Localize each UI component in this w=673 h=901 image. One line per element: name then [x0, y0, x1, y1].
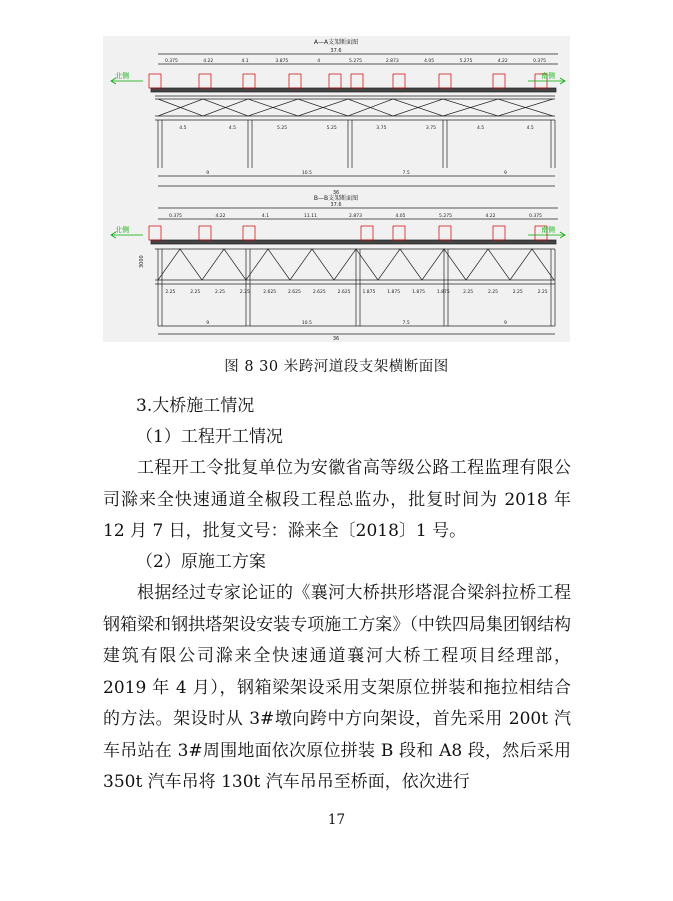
- section-a-base-dimension-label: 7.5: [402, 171, 410, 176]
- section-b-base-dimension-label: 7.5: [402, 321, 410, 326]
- subheading-start: （1）工程开工情况: [136, 427, 283, 447]
- section-b-top-dimension-label: 11.11: [304, 214, 317, 219]
- section-a-lower-dimension-label: 3.75: [425, 126, 436, 131]
- south-label-a: 南侧: [541, 72, 555, 80]
- paragraph-construction-plan: 根据经过专家论证的《襄河大桥拱形塔混合梁斜拉桥工程钢箱梁和钢拱塔架设安装专项施工方案》（中铁四局集团钢结构建筑有限公司滁来全快速通道襄河大桥工程项目经理部，2019 年 4 月），钢箱梁架设采用支架原位拼装和拖拉相结合的方法。架设时从 3#墩向跨中方向架设，首先采用 200t 汽车吊站在 3#周围地面依次原位拼装 B 段和 A8 段，然后采用 350t 汽车吊将 130t 汽车吊吊至桥面，依次进行: [103, 583, 571, 792]
- section-b-top-dimension-label: 0.375: [529, 214, 542, 219]
- section-a-top-dimension-label: 4.22: [203, 59, 214, 64]
- section-b-lower-dimension-label: 1.875: [362, 290, 376, 295]
- paragraph-start-approval: 工程开工令批复单位为安徽省高等级公路工程监理有限公司滁来全快速通道全椒段工程总监办，批复时间为 2018 年 12 月 7 日，批复文号：滁来全〔2018〕1 号。: [103, 458, 571, 541]
- section-a-top-dimension-label: 5.275: [459, 59, 473, 64]
- figure-drawing: [103, 36, 570, 342]
- section-a-top-dimension-label: 4.22: [497, 59, 508, 64]
- section-b-base-dimension-label: 9: [206, 321, 210, 326]
- section-a-lower-dimension-label: 4.5: [526, 126, 534, 131]
- section-b-lower-dimension-label: 2.25: [165, 290, 176, 295]
- section-a-base-dimension-label: 9: [503, 171, 507, 176]
- section-a-lower-dimension-label: 4.5: [228, 126, 237, 131]
- section-b-lower-dimension-label: 2.25: [215, 290, 226, 295]
- section-b-lower-dimension-label: 2.25: [487, 290, 498, 295]
- north-label-a: 北侧: [115, 72, 129, 80]
- section-b-lower-dimension-label: 1.875: [436, 290, 450, 295]
- section-b-base-dimension-label: 9: [503, 321, 507, 326]
- cross-section-drawing: [103, 36, 570, 342]
- section-b-top-dimension-label: 4.1: [261, 214, 270, 219]
- section-b-lower-dimension-label: 1.875: [387, 290, 401, 295]
- svg-text:36: 36: [332, 336, 340, 342]
- section-a-top-dimension-label: 4: [317, 59, 321, 64]
- section-a-base-dimension-label: 9: [206, 171, 210, 176]
- page-number: 17: [327, 812, 346, 828]
- svg-text:37.6: 37.6: [330, 202, 342, 208]
- svg-text:36: 36: [332, 190, 340, 196]
- section-a-lower-dimension-label: 5.25: [326, 126, 337, 131]
- section-a-lower-dimension-label: 3.75: [376, 126, 387, 131]
- south-label-b: 南侧: [541, 226, 555, 234]
- section-b-base-dimension-label: 10.5: [301, 321, 312, 326]
- section-b-top-dimension-label: 5.275: [439, 214, 452, 219]
- section-a-top-dimension-label: 5.275: [349, 59, 362, 64]
- section-b-lower-dimension-label: 2.25: [463, 290, 474, 295]
- section-a-top-dimension-label: 4.05: [424, 59, 435, 64]
- section-b-lower-dimension-label: 2.25: [512, 290, 523, 295]
- section-b-lower-dimension-label: 2.25: [239, 290, 250, 295]
- section-b-lower-dimension-label: 2.625: [337, 290, 351, 295]
- figure-caption: 图 8 30 米跨河道段支架横断面图: [224, 359, 449, 375]
- section-b-lower-dimension-label: 2.25: [537, 290, 548, 295]
- section-a-lower-dimension-label: 4.5: [476, 126, 485, 131]
- section-b-top-dimension-label: 4.22: [215, 214, 226, 219]
- svg-text:37.6: 37.6: [330, 48, 342, 54]
- section-b-title: B—B支架断面图: [313, 195, 359, 202]
- section-a-top-dimension-label: 0.375: [164, 59, 178, 64]
- section-a-top-dimension-label: 4.1: [241, 59, 249, 64]
- svg-text:3000: 3000: [139, 255, 145, 268]
- north-label-b: 北侧: [115, 226, 129, 234]
- section-b-lower-dimension-label: 2.625: [288, 290, 301, 295]
- section-b-top-dimension-label: 0.375: [169, 214, 182, 219]
- subheading-plan: （2）原施工方案: [136, 552, 266, 572]
- section-a-lower-dimension-label: 4.5: [179, 126, 187, 131]
- section-a-title: A—A支架断面图: [313, 39, 359, 46]
- section-b-lower-dimension-label: 2.25: [190, 290, 201, 295]
- section-b-top-dimension-label: 4.05: [395, 214, 406, 219]
- section-a-lower-dimension-label: 5.25: [277, 126, 288, 131]
- section-b-lower-dimension-label: 2.625: [312, 290, 326, 295]
- section-heading: 3.大桥施工情况: [136, 396, 255, 416]
- section-b-top-dimension-label: 4.22: [485, 214, 496, 219]
- section-a-top-dimension-label: 3.875: [275, 59, 289, 64]
- section-b-lower-dimension-label: 1.875: [412, 290, 425, 295]
- section-b-top-dimension-label: 2.873: [349, 214, 362, 219]
- section-a-top-dimension-label: 2.873: [385, 59, 399, 64]
- section-b-lower-dimension-label: 2.625: [263, 290, 277, 295]
- section-a-top-dimension-label: 0.375: [533, 59, 547, 64]
- section-a-base-dimension-label: 10.5: [301, 171, 312, 176]
